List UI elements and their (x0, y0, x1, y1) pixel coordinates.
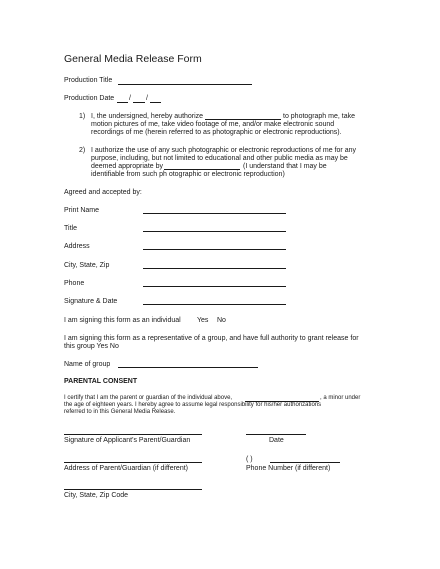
clause-2-text: deemed appropriate by (91, 163, 163, 170)
parent-phone-field[interactable] (270, 462, 340, 463)
parent-date-label: Date (269, 437, 284, 444)
title-field[interactable] (143, 231, 286, 232)
date-separator: / (146, 95, 148, 102)
clause-number: 1) (79, 113, 86, 120)
signature-date-field[interactable] (143, 304, 286, 305)
city-state-zip-field[interactable] (143, 268, 286, 269)
production-date-year-field[interactable] (150, 102, 161, 103)
phone-label: Phone (64, 280, 85, 287)
individual-statement: I am signing this form as an individual (64, 317, 181, 324)
parent-date-field[interactable] (246, 434, 306, 435)
name-of-group-label: Name of group (64, 361, 111, 368)
group-statement: I am signing this form as a representative of a group, and have full authority to grant release for (64, 335, 359, 342)
parental-consent-text: the age of eighteen years. I hereby agree to assume legal responsibility for his/her authorizations (64, 402, 322, 408)
parent-address-label: Address of Parent/Guardian (if different) (64, 465, 188, 472)
title-label: Title (64, 225, 77, 232)
parental-consent-text: , a minor under (320, 395, 361, 401)
clause-2-text: I authorize the use of any such photographic or electronic reproductions of me for any (91, 147, 356, 154)
parent-phone-label: Phone Number (if different) (246, 465, 331, 472)
clause-2-text: identifiable from such ph otographic or electronic reproduction) (91, 171, 285, 178)
phone-field[interactable] (143, 286, 286, 287)
production-date-label: Production Date (64, 95, 115, 102)
parent-signature-label: Signature of Applicant's Parent/Guardian (64, 437, 191, 444)
production-title-field[interactable] (118, 84, 252, 85)
clause-1-text: I, the undersigned, hereby authorize (91, 113, 204, 120)
print-name-field[interactable] (143, 213, 286, 214)
signature-date-label: Signature & Date (64, 298, 118, 305)
parent-address-field[interactable] (64, 462, 202, 463)
name-of-group-field[interactable] (118, 367, 258, 368)
parental-consent-text: referred to in this General Media Release. (64, 409, 176, 415)
address-label: Address (64, 243, 90, 250)
group-statement-yes-no[interactable]: this group Yes No (64, 343, 119, 350)
clause-number: 2) (79, 147, 86, 154)
production-title-label: Production Title (64, 77, 113, 84)
parental-consent-text: I certify that I am the parent or guardian of the individual above, (64, 395, 233, 401)
form-title: General Media Release Form (64, 53, 202, 65)
clause-1-text: recordings of me (herein referred to as photographic or electronic reproductions). (91, 129, 342, 136)
print-name-label: Print Name (64, 207, 100, 214)
date-separator: / (129, 95, 131, 102)
parent-city-label: City, State, Zip Code (64, 492, 129, 499)
parent-city-field[interactable] (64, 489, 202, 490)
clause-2-text: purpose, including, but not limited to educational and other public media as may be (91, 155, 348, 162)
parent-signature-field[interactable] (64, 434, 202, 435)
production-date-day-field[interactable] (133, 102, 145, 103)
agreed-label: Agreed and accepted by: (64, 189, 142, 196)
individual-no-option[interactable]: No (217, 317, 226, 324)
parental-consent-heading: PARENTAL CONSENT (64, 378, 138, 385)
clause-1-text: motion pictures of me, take video footage of me, and/or make electronic sound (91, 121, 335, 128)
clause-2-text: (I understand that I may be (243, 163, 327, 170)
address-field[interactable] (143, 249, 286, 250)
individual-yes-option[interactable]: Yes (197, 317, 209, 324)
city-state-zip-label: City, State, Zip (64, 262, 110, 269)
phone-area-code: ( ) (246, 456, 253, 463)
production-date-month-field[interactable] (117, 102, 128, 103)
clause-1-text: to photograph me, take (283, 113, 355, 120)
